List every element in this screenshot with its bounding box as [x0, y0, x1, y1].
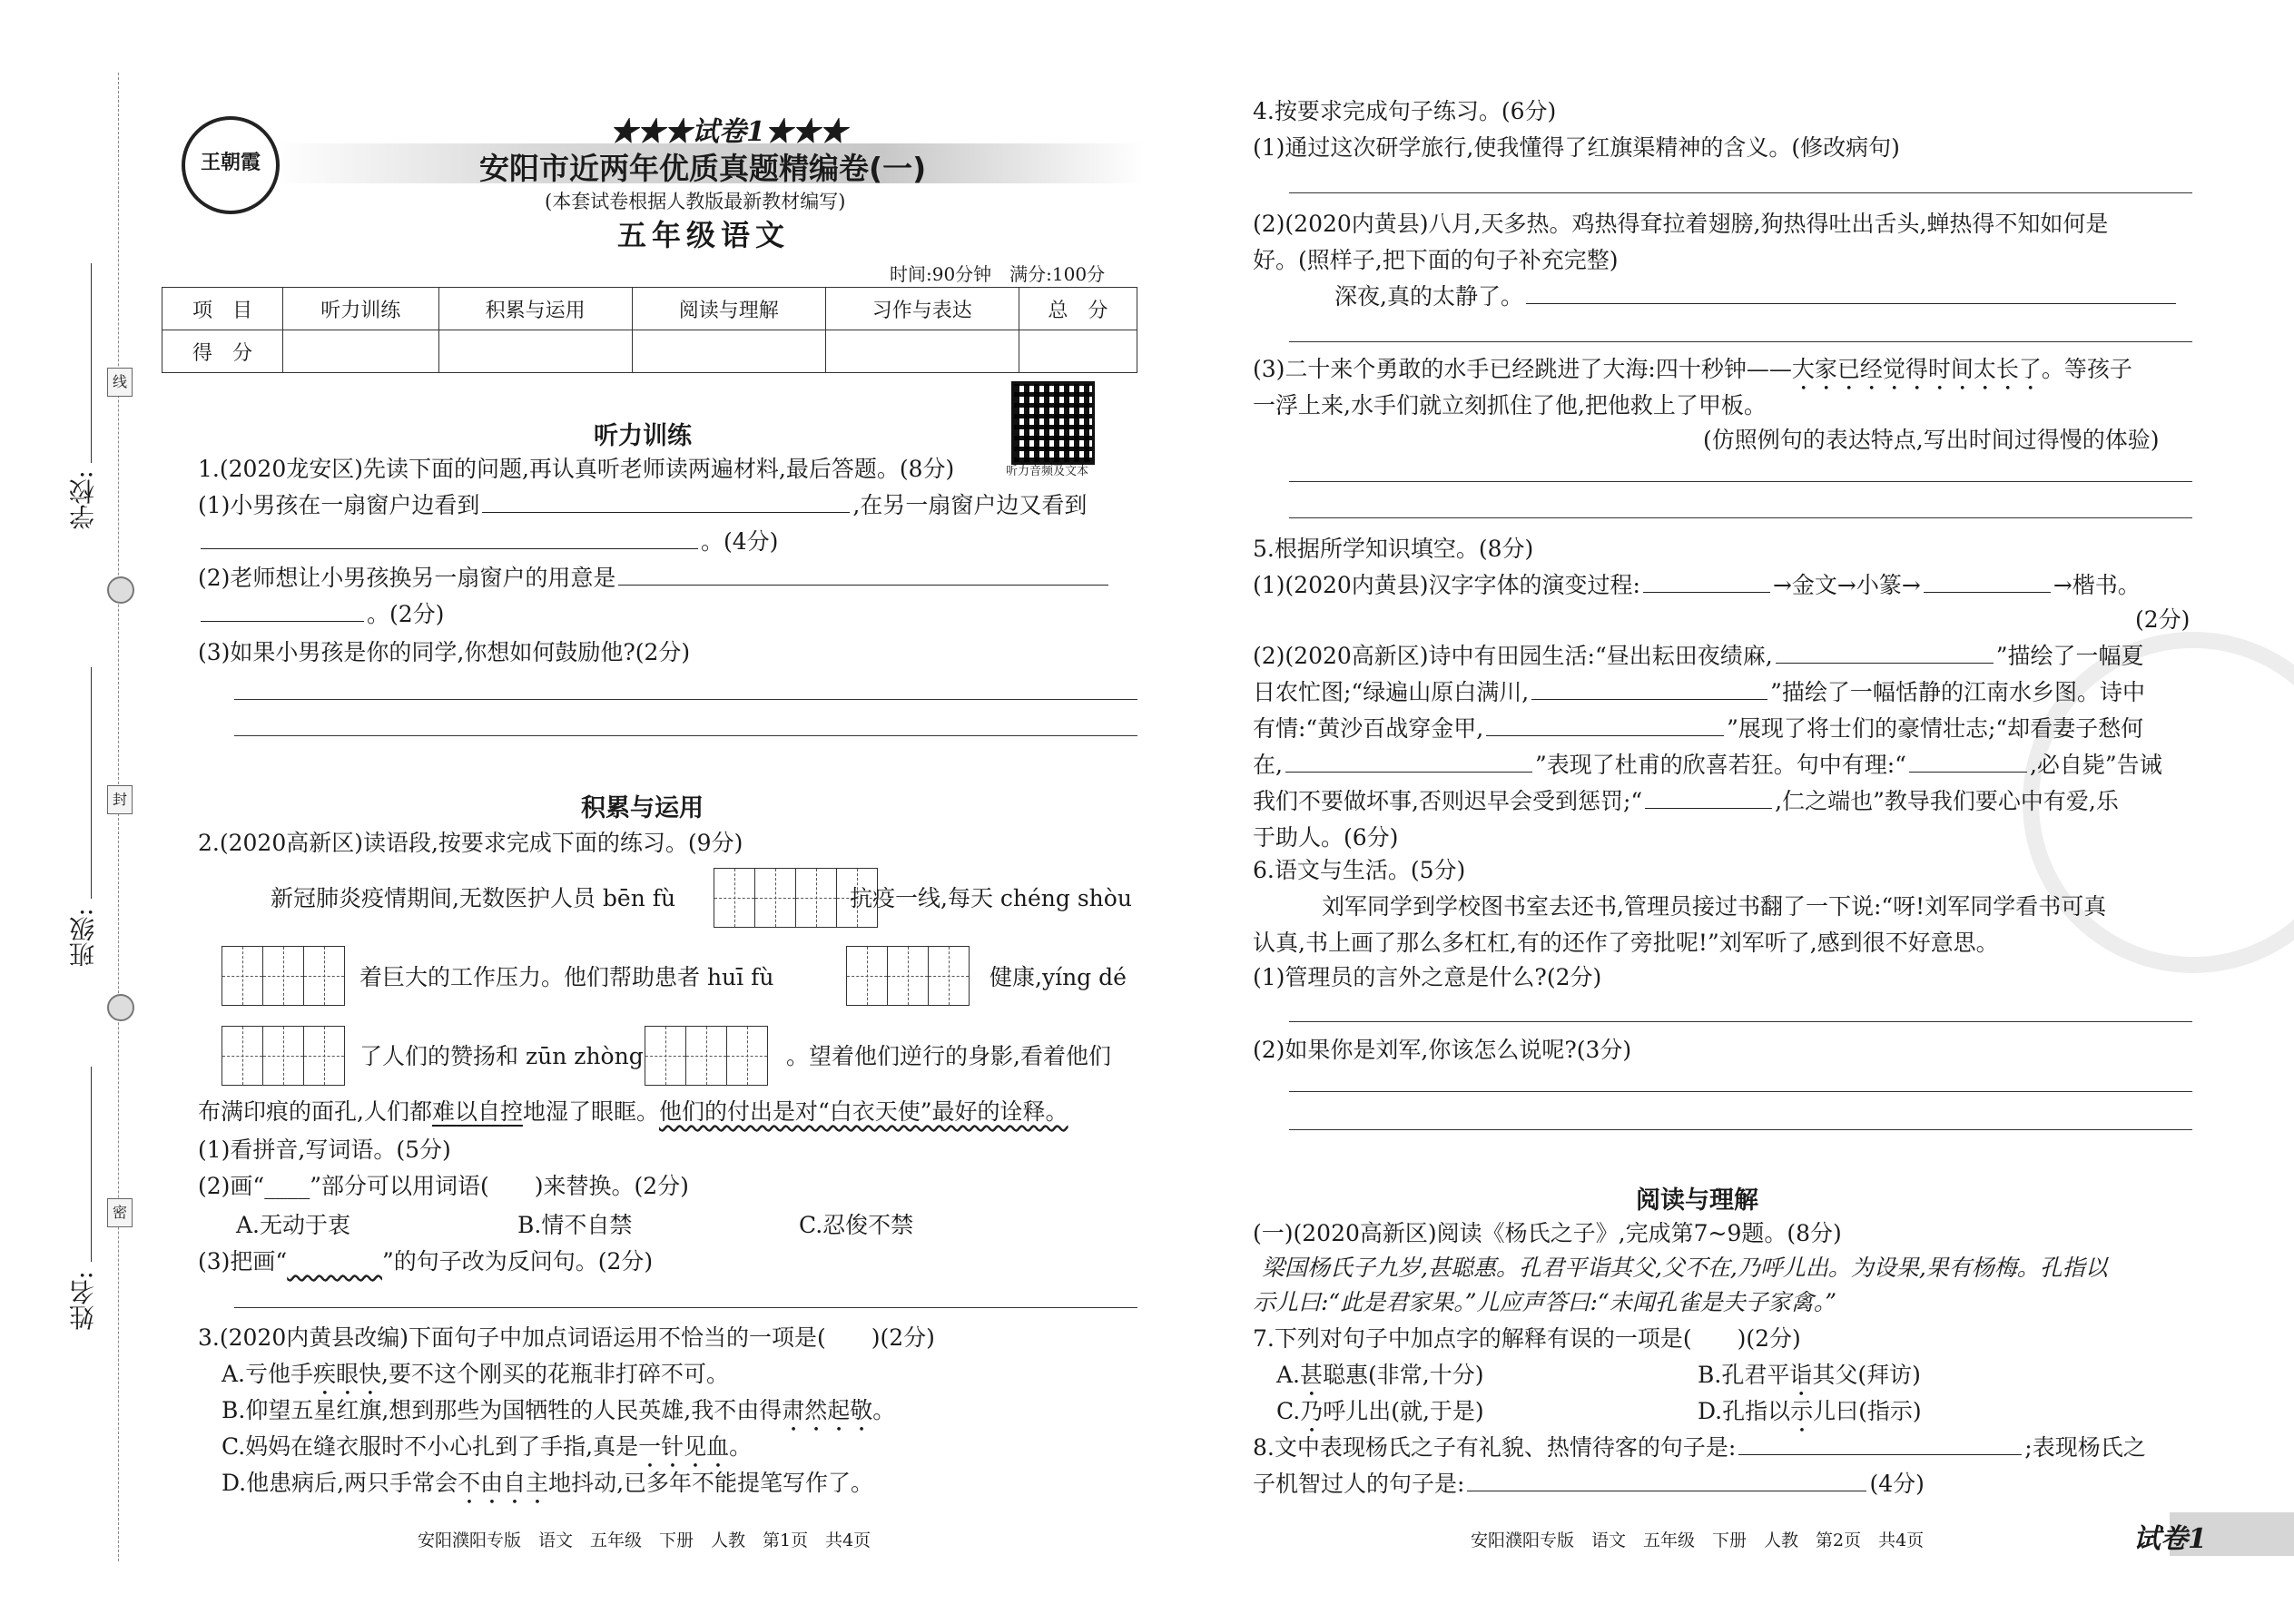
q5-2-text11: ,仁之端也”教导我们要心中有爱,乐 — [1775, 788, 2119, 814]
answer-blank[interactable] — [618, 584, 1108, 586]
question-3: 3.(2020内黄县改编)下面句子中加点词语运用不恰当的一项是( )(2分) — [198, 1324, 935, 1351]
passage-line-2a: 着巨大的工作压力。他们帮助患者 huī fù — [359, 964, 774, 990]
answer-line[interactable] — [1289, 481, 2192, 482]
char-cell[interactable] — [847, 947, 888, 1005]
char-cell[interactable] — [304, 947, 344, 1005]
binding-box-bot: 密 — [107, 1198, 133, 1227]
q2-3-wavy-mark — [287, 1248, 382, 1275]
question-5-2e — [1253, 786, 2119, 817]
score-cell: 阅读与理解 — [632, 288, 825, 330]
question-6-2: (2)如果你是刘军,你该怎么说呢?(3分) — [1253, 1037, 1632, 1063]
school-label: 学校: — [68, 470, 98, 530]
char-cell[interactable] — [304, 1027, 344, 1085]
q1-1-text2: ,在另一扇窗户边又看到 — [852, 492, 1088, 518]
p4-underlined: 难以自控 — [431, 1098, 523, 1125]
footer-right: 安阳濮阳专版 语文 五年级 下册 人教 第2页 共4页 — [1471, 1530, 1925, 1550]
q3-d-text: D.他患病后,两只手常会 — [222, 1470, 458, 1496]
binding-line — [118, 73, 119, 1561]
qr-code[interactable] — [1011, 381, 1095, 465]
answer-blank[interactable] — [1738, 1453, 2022, 1455]
q3-b-dotted: 肃然起敬 — [782, 1397, 873, 1423]
q1-2-text: (2)老师想让小男孩换另一扇窗户的用意是 — [198, 565, 616, 591]
q2-3-text2: ”的句子改为反问句。(2分) — [381, 1248, 654, 1275]
q7-b-text2: 其父(拜访) — [1812, 1362, 1921, 1388]
stars-title: ★★★试卷1★★★ — [610, 116, 847, 148]
answer-line[interactable] — [234, 735, 1137, 736]
question-5-2a — [1253, 641, 2144, 672]
question-1-2 — [198, 563, 1111, 594]
question-7: 7.下列对句子中加点字的解释有误的一项是( )(2分) — [1253, 1325, 1801, 1352]
q4-3-dotted: 大家已经觉得时间太长了 — [1791, 356, 2042, 382]
answer-blank[interactable] — [1531, 698, 1767, 700]
q5-2-text3: 日农忙图;“绿遍山原白满川, — [1253, 679, 1530, 705]
logo — [182, 116, 280, 214]
question-1-3: (3)如果小男孩是你的同学,你想如何鼓励他?(2分) — [198, 639, 691, 665]
q7-a-text2: 聪惠(非常,十分) — [1323, 1362, 1484, 1388]
q8-score: (4分) — [1869, 1471, 1925, 1497]
question-1: 1.(2020龙安区)先读下面的问题,再认真听老师读两遍材料,最后答题。(8分) — [198, 456, 955, 482]
q2-option-a[interactable]: A.无动于衷 — [236, 1212, 351, 1238]
q5-2-text9: ,必自毙”告诫 — [2029, 752, 2162, 778]
name-field[interactable] — [91, 1067, 92, 1262]
question-5-2c — [1253, 714, 2143, 744]
q7-c-dotted: 乃 — [1300, 1398, 1324, 1424]
score-cell: 项 目 — [162, 288, 283, 330]
char-cell[interactable] — [714, 869, 755, 927]
char-cell[interactable] — [263, 947, 303, 1005]
q7-a-text: A. — [1276, 1362, 1301, 1388]
class-label: 班级: — [68, 908, 98, 968]
reading-1-intro: (一)(2020高新区)阅读《杨氏之子》,完成第7~9题。(8分) — [1253, 1220, 1842, 1246]
q5-1-text3: →楷书。 — [2053, 572, 2141, 598]
question-5-1-score: (2分) — [2135, 606, 2191, 633]
section-heading-reading: 阅读与理解 — [1636, 1186, 1758, 1215]
answer-line[interactable] — [1289, 192, 2192, 193]
q7-d-text2: 儿曰(指示) — [1813, 1398, 1922, 1424]
passage-line-1b: 抗疫一线,每天 chéng shòu — [850, 885, 1132, 911]
q7-b-dotted: 诣 — [1789, 1362, 1813, 1388]
question-2: 2.(2020高新区)读语段,按要求完成下面的练习。(9分) — [198, 830, 743, 856]
pinyin-box-huifu[interactable] — [846, 946, 970, 1006]
question-6-1: (1)管理员的言外之意是什么?(2分) — [1253, 964, 1602, 990]
answer-blank[interactable] — [482, 511, 850, 513]
answer-line[interactable] — [1289, 341, 2192, 342]
passage-line-3a: 了人们的赞扬和 zūn zhòng — [359, 1043, 644, 1069]
char-cell[interactable] — [263, 1027, 304, 1085]
answer-blank[interactable] — [1909, 771, 2027, 773]
score-cell: 习作与表达 — [825, 288, 1019, 330]
question-1-1 — [198, 490, 1087, 521]
pinyin-box-yingde[interactable] — [222, 1026, 345, 1086]
score-input[interactable] — [438, 330, 632, 373]
question-5: 5.根据所学知识填空。(8分) — [1253, 536, 1534, 562]
answer-line[interactable] — [234, 1307, 1137, 1308]
question-4: 4.按要求完成句子练习。(6分) — [1253, 98, 1557, 124]
answer-blank[interactable] — [1486, 734, 1724, 736]
passage-line-2b: 健康,yíng dé — [989, 964, 1127, 990]
q7-d-dotted: 示 — [1790, 1398, 1814, 1424]
question-2-3 — [198, 1246, 653, 1277]
q5-1-text2: →金文→小篆→ — [1772, 572, 1921, 598]
score-cell: 总 分 — [1019, 288, 1137, 330]
p4-text2: 地湿了眼眶。 — [522, 1098, 659, 1125]
char-cell[interactable] — [796, 869, 837, 927]
p4-text: 布满印痕的面孔,人们都 — [198, 1098, 432, 1125]
answer-line[interactable] — [1289, 1129, 2192, 1130]
question-4-2c — [1334, 281, 2179, 312]
footer-left: 安阳濮阳专版 语文 五年级 下册 人教 第1页 共4页 — [418, 1530, 871, 1550]
p4-wavy: 他们的付出是对“白衣天使”最好的诠释。 — [658, 1098, 1068, 1125]
score-cell: 积累与运用 — [438, 288, 632, 330]
question-4-3e: (仿照例句的表达特点,写出时间过得慢的体验) — [1703, 427, 2160, 453]
passage-line-3b: 。望着他们逆行的身影,看着他们 — [786, 1043, 1111, 1069]
q5-2-text10: 我们不要做坏事,否则迟早会受到惩罚;“ — [1253, 788, 1643, 814]
subtitle: (本套试卷根据人教版最新教材编写) — [545, 191, 846, 212]
char-cell[interactable] — [755, 869, 795, 927]
passage-line-4 — [198, 1097, 1068, 1127]
q7-d-text: D.孔指以 — [1698, 1398, 1791, 1424]
q7-b-text: B.孔君平 — [1698, 1362, 1790, 1388]
question-5-1 — [1253, 570, 2141, 601]
answer-blank[interactable] — [1526, 302, 2176, 304]
q5-2-text: (2)(2020高新区)诗中有田园生活:“昼出耘田夜绩麻, — [1253, 643, 1773, 669]
char-cell[interactable] — [888, 947, 929, 1005]
section-heading-listening: 听力训练 — [594, 422, 692, 450]
q3-c-text: C.妈妈在缝衣服时不小心扎到了手指,真是 — [222, 1433, 639, 1460]
question-1-1-cont — [198, 527, 778, 557]
q4-2c-text: 深夜,真的太静了。 — [1334, 283, 1523, 310]
q8-text2: ;表现杨氏之 — [2024, 1434, 2146, 1461]
binding-knot — [107, 994, 134, 1021]
question-5-2f: 于助人。(6分) — [1253, 824, 1399, 851]
answer-blank[interactable] — [1285, 771, 1532, 773]
score-table-score-row — [162, 330, 1137, 373]
answer-blank[interactable] — [1645, 807, 1772, 809]
qr-caption: 听力音频及文本 — [1006, 465, 1089, 478]
name-label: 姓名: — [68, 1271, 98, 1331]
pinyin-box-zunzhong[interactable] — [645, 1026, 768, 1086]
question-4-2a: (2)(2020内黄县)八月,天多热。鸡热得耷拉着翅膀,狗热得吐出舌头,蝉热得不知如何是 — [1253, 211, 2109, 237]
q3-a-text: A.亏他手 — [222, 1361, 314, 1387]
char-cell[interactable] — [929, 947, 969, 1005]
question-5-2b — [1253, 677, 2145, 708]
answer-blank[interactable] — [201, 620, 364, 622]
q5-2-text4: ”描绘了一幅恬静的江南水乡图。诗中 — [1770, 679, 2145, 705]
q5-2-text2: ”描绘了一幅夏 — [1995, 643, 2144, 669]
answer-blank[interactable] — [1776, 662, 1994, 664]
passage-line-1a: 新冠肺炎疫情期间,无数医护人员 bēn fù — [271, 885, 676, 911]
q4-3-text: (3)二十来个勇敢的水手已经跳进了大海:四十秒钟—— — [1253, 356, 1792, 382]
score-cell: 得 分 — [162, 330, 283, 373]
question-8 — [1253, 1432, 2146, 1463]
reading-1-passage-2: 示儿曰:“此是君家果。”儿应声答曰:“未闻孔雀是夫子家禽。” — [1253, 1289, 1836, 1315]
q3-option-d[interactable] — [222, 1468, 873, 1510]
question-2-1: (1)看拼音,写词语。(5分) — [198, 1137, 451, 1163]
q5-2-text8: ”表现了杜甫的欣喜若狂。句中有理:“ — [1534, 752, 1906, 778]
question-6: 6.语文与生活。(5分) — [1253, 857, 1466, 883]
answer-blank[interactable] — [1467, 1490, 1866, 1491]
q2-3-text: (3)把画“ — [198, 1248, 288, 1275]
question-4-3d: 一浮上来,水手们就立刻抓住了他,把他救上了甲板。 — [1253, 392, 1767, 418]
section-heading-accumulation: 积累与运用 — [581, 794, 704, 822]
q3-c-text2: 。 — [729, 1433, 753, 1460]
answer-blank[interactable] — [201, 547, 698, 549]
school-field[interactable] — [91, 263, 92, 463]
q7-c-text2: 呼儿出(就,于是) — [1323, 1398, 1484, 1424]
logo-text: 王朝霞 — [200, 151, 261, 174]
q5-2-text6: ”展现了将士们的豪情壮志;“却看妻子愁何 — [1727, 715, 2144, 742]
question-8-cont — [1253, 1469, 1925, 1500]
q3-d-text2: 地抖动,已多年不能提笔写作了。 — [548, 1470, 874, 1496]
pinyin-box-chengshou-2[interactable] — [303, 946, 345, 1006]
char-cell[interactable] — [645, 1027, 686, 1085]
binding-box-top: 线 — [107, 368, 133, 397]
answer-line[interactable] — [1289, 1021, 2192, 1022]
q3-b-text2: 。 — [872, 1397, 896, 1423]
score-input[interactable] — [283, 330, 439, 373]
score-cell: 听力训练 — [283, 288, 439, 330]
q5-1-text: (1)(2020内黄县)汉字字体的演变过程: — [1253, 572, 1640, 598]
answer-blank[interactable] — [1643, 591, 1770, 593]
question-4-1: (1)通过这次研学旅行,使我懂得了红旗渠精神的含义。(修改病句) — [1253, 134, 1900, 161]
char-cell[interactable] — [222, 947, 263, 1005]
q1-1-score: 。(4分) — [701, 528, 779, 555]
q7-a-dotted: 甚 — [1300, 1362, 1324, 1388]
q2-option-c[interactable]: C.忍俊不禁 — [799, 1212, 914, 1238]
char-cell[interactable] — [727, 1027, 767, 1085]
pinyin-box-benfu[interactable] — [714, 868, 796, 928]
char-cell[interactable] — [222, 1027, 263, 1085]
reading-1-passage-1: 梁国杨氏子九岁,甚聪惠。孔君平诣其父,父不在,乃呼儿出。为设果,果有杨梅。孔指以 — [1262, 1255, 2108, 1281]
answer-blank[interactable] — [1924, 591, 2051, 593]
q5-2-text5: 有情:“黄沙百战穿金甲, — [1253, 715, 1484, 742]
question-6-passage-2: 认真,书上画了那么多杠杠,有的还作了旁批呢!”刘军听了,感到很不好意思。 — [1253, 930, 1999, 956]
score-table-header-row — [162, 288, 1137, 330]
q7-c-text: C. — [1276, 1398, 1301, 1424]
grade-subject: 五年级语文 — [617, 218, 791, 252]
corner-label: 试卷1 — [2133, 1523, 2207, 1555]
q5-2-text7: 在, — [1253, 752, 1283, 778]
answer-line[interactable] — [234, 699, 1137, 700]
main-title: 安阳市近两年优质真题精编卷(一) — [479, 151, 927, 186]
q3-a-dotted: 疾眼快 — [313, 1361, 382, 1387]
q3-b-text: B.仰望五星红旗,想到那些为国牺牲的人民英雄,我不由得 — [222, 1397, 783, 1423]
question-6-passage-1: 刘军同学到学校图书室去还书,管理员接过书翻了一下说:“呀!刘军同学看书可真 — [1322, 893, 2107, 920]
q3-d-dotted: 不由自主 — [458, 1470, 549, 1496]
score-table — [162, 287, 1137, 373]
score-input[interactable] — [1019, 330, 1137, 373]
question-1-2-cont — [198, 599, 444, 630]
class-field[interactable] — [91, 667, 92, 899]
char-cell[interactable] — [686, 1027, 727, 1085]
score-input[interactable] — [825, 330, 1019, 373]
q8-text3: 子机智过人的句子是: — [1253, 1471, 1465, 1497]
time-score: 时间:90分钟 满分:100分 — [890, 263, 1106, 285]
score-input[interactable] — [632, 330, 825, 373]
q4-3-text2: 。等孩子 — [2041, 356, 2132, 382]
q2-option-b[interactable]: B.情不自禁 — [517, 1212, 633, 1238]
q3-a-text2: ,要不这个刚买的花瓶非打碎不可。 — [381, 1361, 729, 1387]
pinyin-box-chengshou[interactable] — [222, 946, 304, 1006]
binding-knot — [107, 576, 134, 604]
binding-box-mid: 封 — [107, 785, 133, 814]
answer-line[interactable] — [1289, 517, 2192, 518]
question-4-2b: 好。(照样子,把下面的句子补充完整) — [1253, 247, 1619, 273]
answer-line[interactable] — [1289, 1091, 2192, 1092]
q1-2-score: 。(2分) — [367, 601, 445, 627]
q1-1-text: (1)小男孩在一扇窗户边看到 — [198, 492, 480, 518]
q8-text: 8.文中表现杨氏之子有礼貌、热情待客的句子是: — [1253, 1434, 1737, 1461]
question-2-2: (2)画“____”部分可以用词语( )来替换。(2分) — [198, 1173, 689, 1199]
q3-c-dotted: 一针见血 — [638, 1433, 730, 1460]
